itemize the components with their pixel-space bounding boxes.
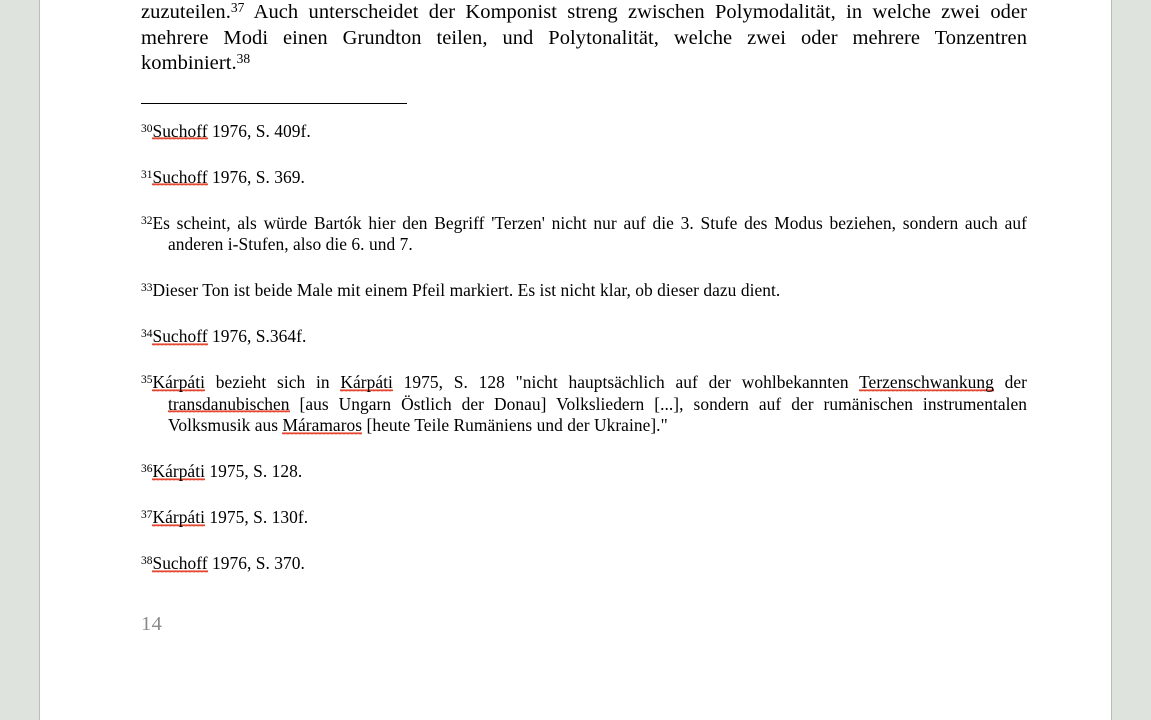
misspelled-word: transdanubischen	[168, 393, 290, 414]
footnote-item-34	[141, 326, 1027, 348]
footnote-item-30	[141, 121, 1027, 143]
footnote-item-38	[141, 553, 1027, 575]
misspelled-word: Kárpáti	[340, 372, 393, 392]
footnote-item-36	[141, 461, 1027, 483]
misspelled-word: Kárpáti	[152, 507, 205, 527]
footnote-text: 1975, S. 128 "nicht hauptsächlich auf der wohlbekannten	[392, 372, 860, 392]
footnote-reference-38[interactable]: 38	[236, 51, 251, 67]
footnote-number-36: 36	[141, 462, 153, 475]
footnote-item-35	[141, 372, 1027, 437]
footnote-text: 1976, S. 369.	[207, 166, 305, 187]
footnote-text: 1976, S.364f.	[207, 326, 307, 346]
footnote-number-35: 35	[141, 373, 153, 386]
page-number: 14	[141, 612, 163, 635]
misspelled-word: Kárpáti	[152, 461, 205, 481]
misspelled-word: Suchoff	[152, 166, 208, 187]
footnote-text: Es scheint, als würde Bartók hier den Begriff 'Terzen' nicht nur auf die 3. Stufe des Modus beziehen, sondern auch auf anderen i-Stufen, also die 6. und 7.	[152, 212, 1027, 254]
footnote-number-31: 31	[141, 168, 153, 181]
footnote-list	[141, 121, 1027, 575]
body-paragraph	[141, 0, 1027, 77]
footnote-text: der	[993, 372, 1027, 392]
misspelled-word: Suchoff	[152, 120, 208, 141]
footnote-number-32: 32	[141, 214, 153, 227]
misspelled-word: Máramaros	[282, 415, 363, 435]
misspelled-word: Suchoff	[152, 326, 208, 346]
footnote-number-38: 38	[141, 554, 153, 567]
footnote-item-32	[141, 213, 1027, 256]
page-content-area	[141, 0, 1027, 636]
footnote-text: 1976, S. 370.	[207, 553, 305, 573]
footnote-number-37: 37	[141, 508, 153, 521]
footnote-item-37	[141, 507, 1027, 529]
footnote-separator-container	[141, 103, 1027, 115]
document-page-sheet	[39, 0, 1112, 720]
footnote-text: 1975, S. 128.	[204, 461, 303, 481]
footnote-number-30: 30	[141, 122, 153, 135]
body-text-segment-1: zuzuteilen.	[141, 1, 231, 23]
footnote-item-33	[141, 280, 1027, 302]
footnote-number-34: 34	[141, 327, 153, 340]
footnote-separator-line	[141, 103, 407, 104]
footnote-reference-37[interactable]: 37	[230, 0, 245, 16]
footnote-text: 1976, S. 409f.	[207, 120, 311, 141]
footnote-text: [heute Teile Rumäniens und der Ukraine]."	[362, 415, 668, 435]
footnote-number-33: 33	[141, 281, 153, 294]
footnote-item-31	[141, 167, 1027, 189]
misspelled-word: Kárpáti	[152, 372, 205, 392]
misspelled-word: Suchoff	[152, 553, 208, 573]
body-text-segment-2: Auch unterscheidet der Komponist streng zwischen Polymodalität, in welche zwei oder mehrere Modi einen Grundton teilen, und Polytonalität, welche zwei oder mehrere Tonzentren kombiniert.	[141, 1, 1027, 74]
misspelled-word: Terzenschwankung	[859, 372, 994, 392]
footnote-text: Dieser Ton ist beide Male mit einem Pfeil markiert. Es ist nicht klar, ob dieser dazu dient.	[152, 280, 781, 300]
footnote-text: [aus Ungarn Östlich der Donau] Volksliedern [...], sondern auf der rumänischen instrumentalen Volksmusik aus	[168, 393, 1027, 435]
footnote-text: 1975, S. 130f.	[204, 507, 309, 527]
footnote-text: bezieht sich in	[204, 372, 341, 392]
